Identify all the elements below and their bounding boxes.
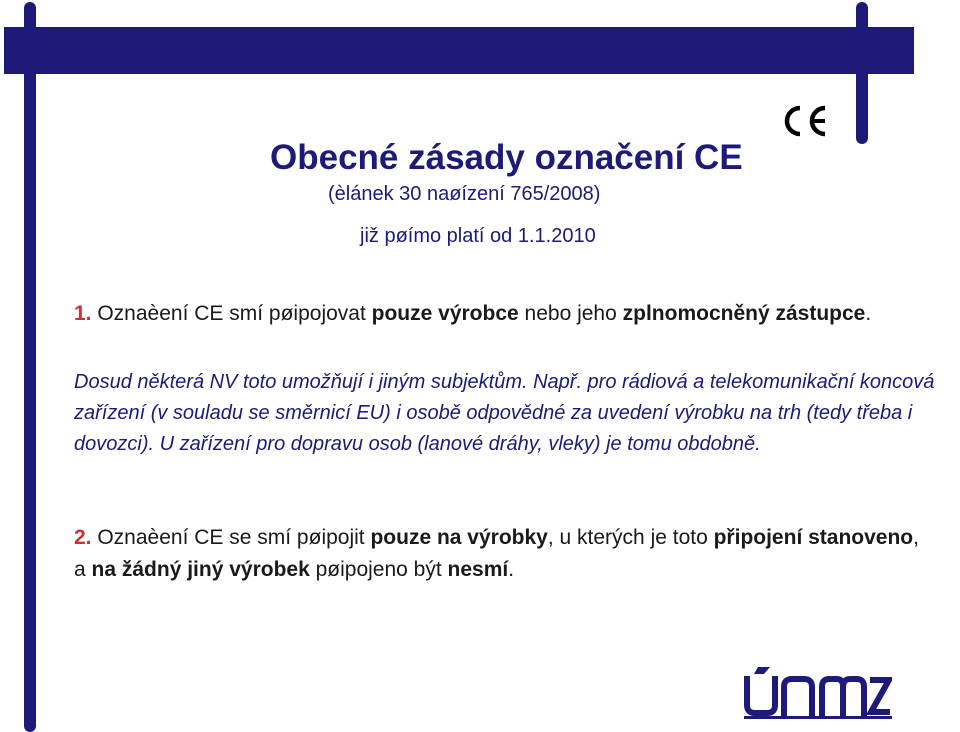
validity-date: již pøímo platí od 1.1.2010 — [360, 225, 596, 247]
point-1-text: Oznaèení CE smí pøipojovat — [91, 302, 372, 325]
point-1-text: . — [865, 302, 872, 325]
point-2-bold: pouze na výrobky — [370, 526, 548, 549]
ce-mark-icon — [782, 104, 828, 138]
header-bar — [4, 27, 914, 74]
unmz-logo-icon — [744, 663, 892, 719]
point-1-text: nebo jeho — [518, 302, 623, 325]
point-2-text: pøipojeno být — [309, 558, 448, 581]
point-2-text: , u kterých je toto — [547, 526, 714, 549]
point-2 — [74, 522, 934, 586]
point-2-bold: připojení stanoveno — [713, 526, 914, 549]
point-2-number: 2. — [74, 526, 92, 549]
left-vertical-bar — [24, 2, 36, 732]
exception-note: Dosud některá NV toto umožňují i jiným subjektům. Např. pro rádiová a telekomunikační koncová zařízení (v souladu se směrnicí EU) i osobě odpovědné za uvedení výrobku na trh (tedy třeba i dovozci). U zařízení pro dopravu osob (lanové dráhy, vleky) je tomu obdobně. — [74, 371, 935, 455]
point-2-bold: na žádný jiný výrobek — [91, 558, 310, 581]
point-2-text: , a — [74, 526, 919, 581]
point-2-bold: nesmí — [447, 558, 509, 581]
regulation-reference: (èlánek 30 naøízení 765/2008) — [328, 183, 601, 205]
point-1-number: 1. — [74, 302, 92, 325]
right-vertical-bar — [856, 2, 868, 144]
point-1 — [74, 298, 958, 330]
point-2-text: . — [508, 558, 515, 581]
page-title: Obecné zásady označení CE — [270, 138, 743, 177]
point-1-bold: zplnomocněný zástupce — [622, 302, 866, 325]
point-1-bold: pouze výrobce — [371, 302, 519, 325]
point-2-text: Oznaèení CE se smí pøipojit — [91, 526, 371, 549]
